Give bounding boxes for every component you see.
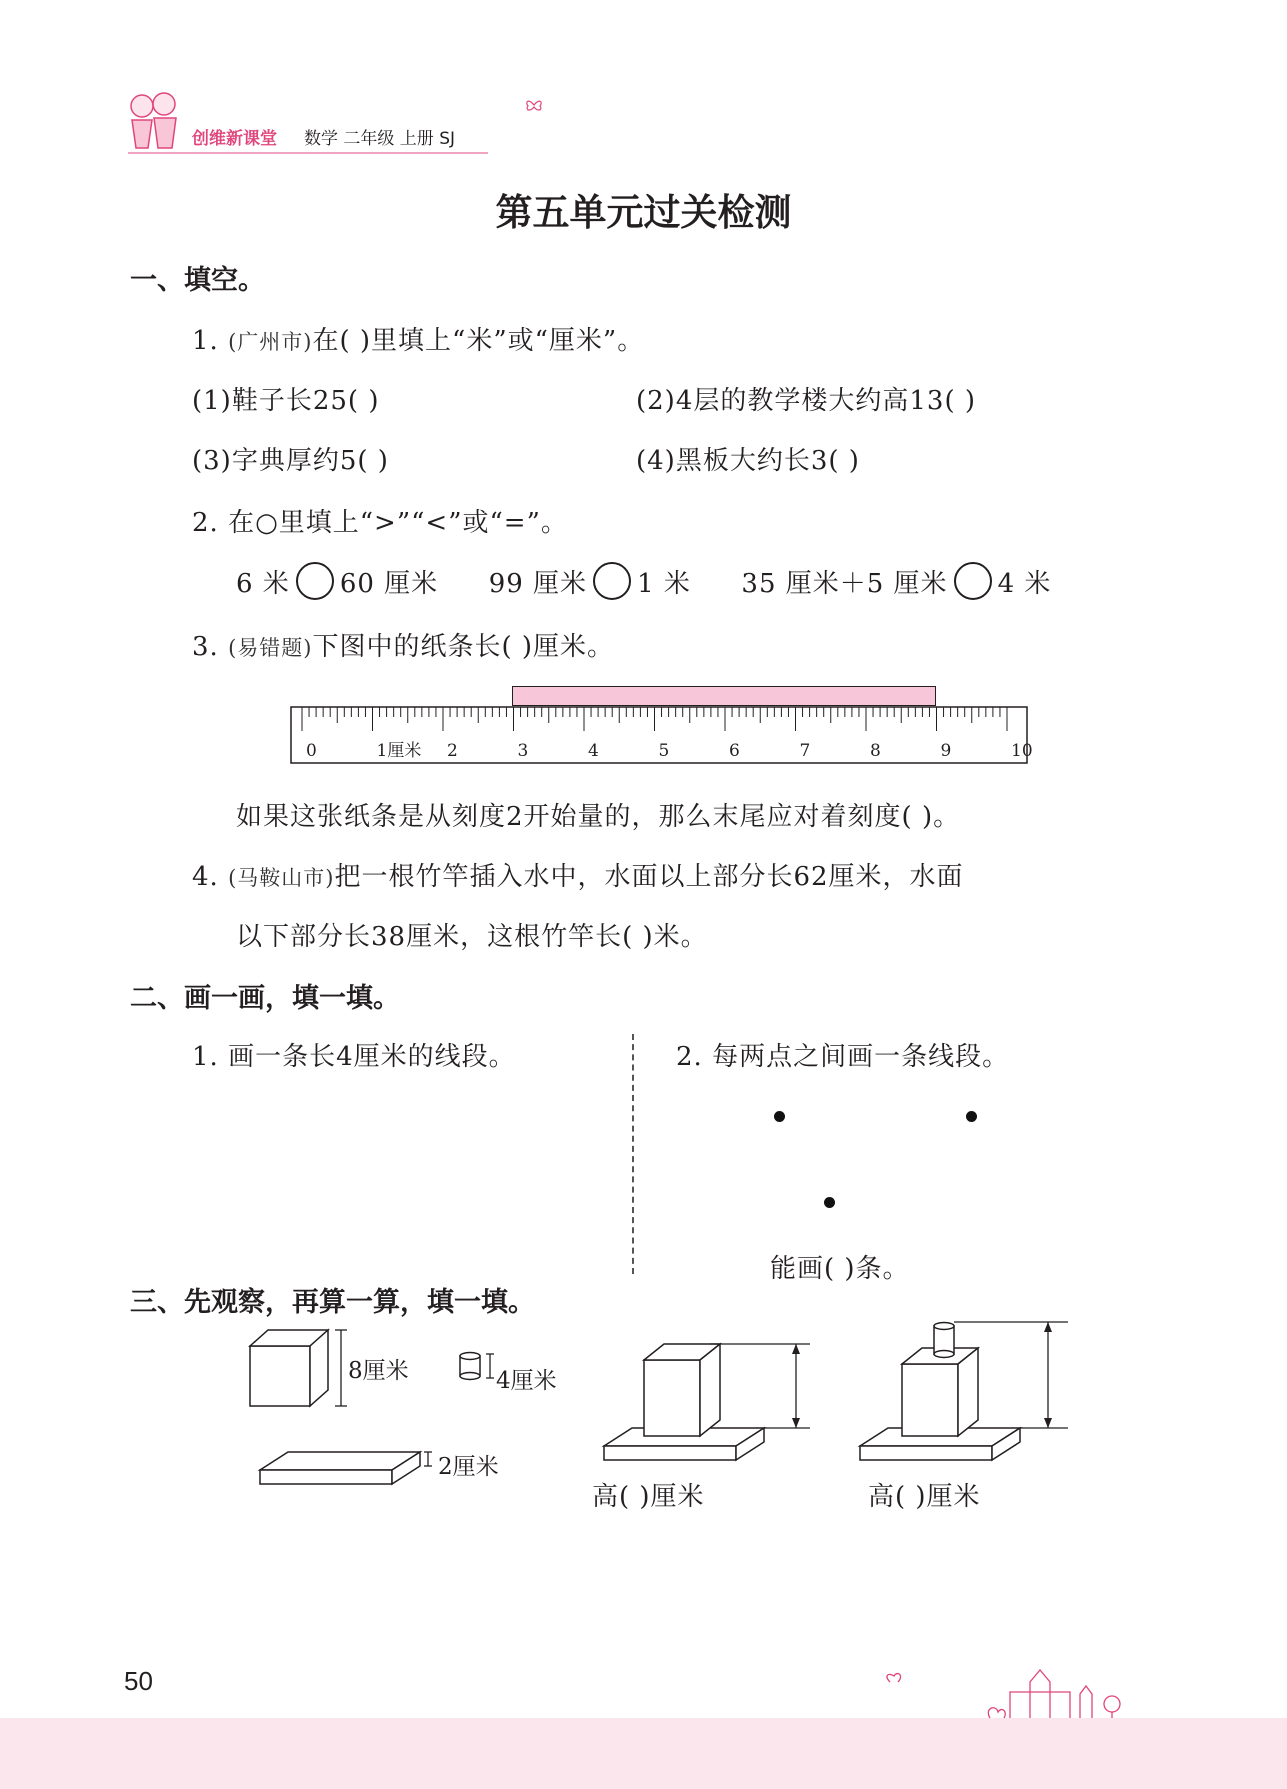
butterfly-icon xyxy=(524,96,544,114)
compare-2-left: 99 厘米 xyxy=(488,569,588,599)
q1-2-line: 2. 在○里填上“>”“<”或“=”。 xyxy=(192,508,568,538)
q1-4-source: (马鞍山市) xyxy=(228,866,335,890)
q1-3-number: 3. xyxy=(192,632,229,662)
given-shapes-figure xyxy=(240,1320,580,1500)
q1-1-number: 1. xyxy=(192,326,229,356)
q1-1-item-2: (2)4层的教学楼大约高13( ) xyxy=(636,386,977,416)
answer-figure-1: 高( )厘米 xyxy=(592,1482,705,1512)
q1-4-text: 把一根竹竿插入水中，水面以上部分长62厘米，水面 xyxy=(334,862,964,892)
point-c xyxy=(824,1197,835,1208)
compare-1-right: 60 厘米 xyxy=(339,569,439,599)
q1-4-line2: 以下部分长38厘米，这根竹竿长( )米。 xyxy=(236,922,708,952)
q1-4-number: 4. xyxy=(192,862,229,892)
q2-2-answer: 能画( )条。 xyxy=(770,1254,910,1284)
brand-name: 创维新课堂 xyxy=(192,129,277,149)
q1-2-comparisons xyxy=(236,562,1051,600)
page-title: 第五单元过关检测 xyxy=(495,191,792,234)
bottom-band xyxy=(0,1718,1287,1789)
ruler xyxy=(290,706,1033,766)
compare-2-circle[interactable] xyxy=(593,562,631,600)
compare-1-left: 6 米 xyxy=(236,569,290,599)
header-divider xyxy=(128,152,488,154)
ruler-label: 0 xyxy=(306,741,317,761)
q1-3-source: (易错题) xyxy=(228,636,313,660)
point-a xyxy=(774,1111,785,1122)
page-number: 50 xyxy=(124,1666,153,1696)
q1-3-followup: 如果这张纸条是从刻度2开始量的，那么末尾应对着刻度( )。 xyxy=(236,802,961,832)
point-b xyxy=(966,1111,977,1122)
ruler-label: 9 xyxy=(940,741,952,761)
compare-1-circle[interactable] xyxy=(296,562,334,600)
ruler-label: 2 xyxy=(447,741,458,761)
q1-1-item-1: (1)鞋子长25( ) xyxy=(192,386,380,416)
section2-heading: 二、画一画，填一填。 xyxy=(130,983,400,1014)
ruler-label: 3 xyxy=(517,741,529,761)
q1-3-text: 下图中的纸条长( )厘米。 xyxy=(312,632,615,662)
cube-height-label: 8厘米 xyxy=(348,1358,409,1384)
ruler-label: 10 xyxy=(1011,741,1033,761)
ruler-label: 5 xyxy=(658,741,670,761)
compare-2-right: 1 米 xyxy=(637,569,691,599)
section3-heading: 三、先观察，再算一算，填一填。 xyxy=(130,1287,535,1318)
q2-2-text: 2. 每两点之间画一条线段。 xyxy=(676,1042,1010,1072)
slab-height-label: 2厘米 xyxy=(438,1454,499,1480)
stacked-shapes-figure xyxy=(600,1320,1070,1460)
q1-1-line xyxy=(192,320,644,357)
book-meta: 数学 二年级 上册 SJ xyxy=(304,129,456,149)
answer-figure-2: 高( )厘米 xyxy=(868,1482,981,1512)
q2-1-text: 1. 画一条长4厘米的线段。 xyxy=(192,1042,516,1072)
q1-1-text: 在( )里填上“米”或“厘米”。 xyxy=(312,326,645,356)
q1-1-item-4: (4)黑板大约长3( ) xyxy=(636,446,860,476)
q1-1-source: (广州市) xyxy=(228,330,313,354)
q1-1-item-3: (3)字典厚约5( ) xyxy=(192,446,389,476)
q1-4-line1 xyxy=(192,856,964,893)
compare-3-right: 4 米 xyxy=(997,569,1052,599)
ruler-label: 8 xyxy=(870,741,881,761)
section1-heading: 一、填空。 xyxy=(130,265,265,296)
ruler-label: 4 xyxy=(588,741,599,761)
ruler-label: 7 xyxy=(799,741,811,761)
compare-3-left: 35 厘米＋5 厘米 xyxy=(741,569,948,599)
ruler-label: 1厘米 xyxy=(376,741,422,761)
q1-3-line xyxy=(192,626,614,663)
paper-strip xyxy=(512,686,936,706)
castle-decoration-icon xyxy=(880,1652,1180,1722)
kids-mascot-icon xyxy=(120,86,190,154)
ruler-label: 6 xyxy=(729,741,740,761)
cylinder-height-label: 4厘米 xyxy=(496,1368,557,1394)
compare-3-circle[interactable] xyxy=(954,562,992,600)
column-divider xyxy=(632,1034,634,1274)
